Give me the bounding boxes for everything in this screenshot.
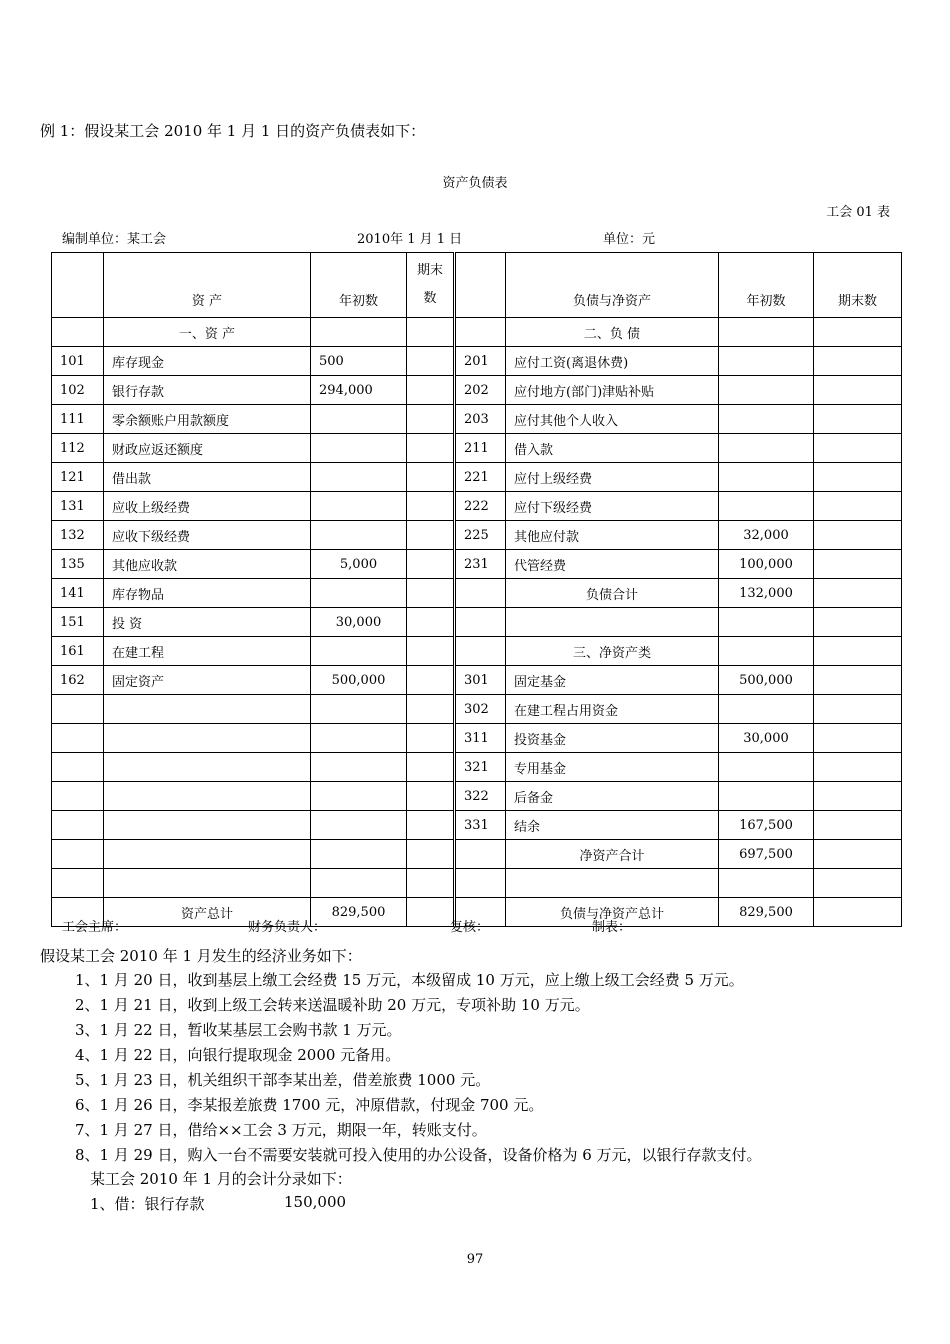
liab-end-cell — [814, 840, 902, 869]
asset-name-cell: 银行存款 — [104, 376, 311, 405]
liab-end-cell — [814, 782, 902, 811]
liab-end-cell — [814, 811, 902, 840]
header-asset-end — [407, 253, 455, 318]
asset-end-cell — [407, 840, 455, 869]
table-row — [52, 376, 902, 405]
asset-begin-cell — [311, 811, 407, 840]
asset-begin-cell: 5,000 — [311, 550, 407, 579]
asset-begin-cell — [311, 782, 407, 811]
business-item: 7、1 月 27 日，借给××工会 3 万元，期限一年，转账支付。 — [75, 1121, 487, 1139]
liab-end-cell — [814, 463, 902, 492]
header-code-cell — [52, 253, 104, 318]
liab-end-cell — [814, 521, 902, 550]
liab-begin-cell — [719, 782, 814, 811]
asset-name-cell: 库存现金 — [104, 347, 311, 376]
liab-begin-cell — [719, 376, 814, 405]
business-intro: 假设某工会 2010 年 1 月发生的经济业务如下： — [40, 947, 362, 965]
entries-intro: 某工会 2010 年 1 月的会计分录如下： — [90, 1170, 352, 1188]
asset-code-cell — [52, 869, 104, 898]
table-row — [52, 811, 902, 840]
liab-begin-cell — [719, 695, 814, 724]
header-liab-begin: 年初数 — [719, 253, 814, 318]
liab-end-cell — [814, 579, 902, 608]
header-code-cell — [455, 253, 506, 318]
liab-begin-cell: 100,000 — [719, 550, 814, 579]
table-row — [52, 637, 902, 666]
asset-end-cell — [407, 811, 455, 840]
asset-begin-cell — [311, 463, 407, 492]
liab-name-cell — [506, 608, 719, 637]
liab-code-cell: 231 — [455, 550, 506, 579]
form-number: 工会 01 表 — [826, 205, 890, 220]
business-item: 5、1 月 23 日，机关组织干部李某出差，借差旅费 1000 元。 — [75, 1071, 491, 1089]
table-row — [52, 724, 902, 753]
asset-name-cell — [104, 840, 311, 869]
asset-begin-cell — [311, 318, 407, 347]
asset-end-cell — [407, 434, 455, 463]
liab-end-cell — [814, 869, 902, 898]
asset-end-cell — [407, 405, 455, 434]
liab-code-cell: 221 — [455, 463, 506, 492]
liab-code-cell: 321 — [455, 753, 506, 782]
liab-begin-cell: 697,500 — [719, 840, 814, 869]
entry-1-label: 1、借：银行存款 — [90, 1195, 205, 1213]
table-row — [52, 492, 902, 521]
table-row — [52, 782, 902, 811]
liab-name-cell: 其他应付款 — [506, 521, 719, 550]
asset-name-cell: 固定资产 — [104, 666, 311, 695]
table-row — [52, 666, 902, 695]
table-row — [52, 405, 902, 434]
liab-code-cell — [455, 840, 506, 869]
liab-code-cell: 302 — [455, 695, 506, 724]
asset-name-cell — [104, 724, 311, 753]
asset-name-cell: 一、资 产 — [104, 318, 311, 347]
header-asset-end-line2: 数 — [423, 291, 437, 306]
page-number: 97 — [466, 1252, 484, 1267]
liab-end-cell — [814, 695, 902, 724]
footer-prepare: 制表： — [592, 920, 632, 935]
asset-code-cell: 111 — [52, 405, 104, 434]
business-item: 1、1 月 20 日，收到基层上缴工会经费 15 万元，本级留成 10 万元，应上缴上级工会经费 5 万元。 — [75, 971, 744, 989]
header-asset-begin: 年初数 — [311, 253, 407, 318]
asset-begin-cell — [311, 434, 407, 463]
asset-code-cell: 151 — [52, 608, 104, 637]
liab-code-cell: 202 — [455, 376, 506, 405]
asset-code-cell: 132 — [52, 521, 104, 550]
liab-name-cell: 负债与净资产总计 — [506, 898, 719, 927]
header-liab: 负债与净资产 — [506, 253, 719, 318]
liab-code-cell: 203 — [455, 405, 506, 434]
business-item: 4、1 月 22 日，向银行提取现金 2000 元备用。 — [75, 1046, 401, 1064]
asset-end-cell — [407, 318, 455, 347]
asset-end-cell — [407, 695, 455, 724]
liab-code-cell: 322 — [455, 782, 506, 811]
liab-name-cell: 应付上级经费 — [506, 463, 719, 492]
business-item: 3、1 月 22 日，暂收某基层工会购书款 1 万元。 — [75, 1021, 402, 1039]
asset-begin-cell: 294,000 — [311, 376, 407, 405]
table-row — [52, 463, 902, 492]
asset-code-cell: 161 — [52, 637, 104, 666]
asset-code-cell: 112 — [52, 434, 104, 463]
asset-name-cell: 其他应收款 — [104, 550, 311, 579]
liab-begin-cell — [719, 434, 814, 463]
liab-code-cell — [455, 579, 506, 608]
liab-end-cell — [814, 724, 902, 753]
liab-end-cell — [814, 405, 902, 434]
asset-end-cell — [407, 898, 455, 927]
asset-begin-cell — [311, 695, 407, 724]
asset-code-cell — [52, 782, 104, 811]
asset-end-cell — [407, 608, 455, 637]
intro-text: 例 1：假设某工会 2010 年 1 月 1 日的资产负债表如下： — [40, 122, 426, 140]
asset-begin-cell: 500 — [311, 347, 407, 376]
table-row — [52, 550, 902, 579]
liab-name-cell: 代管经费 — [506, 550, 719, 579]
asset-end-cell — [407, 492, 455, 521]
asset-end-cell — [407, 666, 455, 695]
liab-end-cell — [814, 550, 902, 579]
asset-begin-cell — [311, 405, 407, 434]
asset-code-cell: 101 — [52, 347, 104, 376]
liab-begin-cell — [719, 463, 814, 492]
table-row — [52, 434, 902, 463]
liab-name-cell: 投资基金 — [506, 724, 719, 753]
liab-begin-cell: 30,000 — [719, 724, 814, 753]
liab-code-cell: 311 — [455, 724, 506, 753]
liab-begin-cell — [719, 637, 814, 666]
table-row — [52, 840, 902, 869]
asset-begin-cell — [311, 492, 407, 521]
asset-code-cell: 162 — [52, 666, 104, 695]
business-item: 2、1 月 21 日，收到上级工会转来送温暖补助 20 万元，专项补助 10 万元。 — [75, 996, 590, 1014]
liab-code-cell: 222 — [455, 492, 506, 521]
asset-code-cell: 135 — [52, 550, 104, 579]
table-row — [52, 753, 902, 782]
liab-end-cell — [814, 492, 902, 521]
liab-name-cell: 应付工资(离退休费) — [506, 347, 719, 376]
asset-begin-cell: 30,000 — [311, 608, 407, 637]
liab-begin-cell: 167,500 — [719, 811, 814, 840]
liab-name-cell: 应付下级经费 — [506, 492, 719, 521]
liab-name-cell: 净资产合计 — [506, 840, 719, 869]
asset-code-cell: 141 — [52, 579, 104, 608]
asset-end-cell — [407, 579, 455, 608]
liab-end-cell — [814, 898, 902, 927]
asset-name-cell: 应收上级经费 — [104, 492, 311, 521]
asset-code-cell — [52, 724, 104, 753]
liab-name-cell: 固定基金 — [506, 666, 719, 695]
liab-name-cell: 后备金 — [506, 782, 719, 811]
asset-end-cell — [407, 782, 455, 811]
asset-end-cell — [407, 347, 455, 376]
asset-begin-cell: 500,000 — [311, 666, 407, 695]
liab-name-cell: 负债合计 — [506, 579, 719, 608]
asset-begin-cell — [311, 579, 407, 608]
liab-end-cell — [814, 608, 902, 637]
asset-code-cell — [52, 318, 104, 347]
liab-name-cell: 专用基金 — [506, 753, 719, 782]
prepared-by: 编制单位：某工会 — [62, 232, 167, 247]
asset-name-cell — [104, 869, 311, 898]
asset-begin-cell — [311, 637, 407, 666]
liab-begin-cell — [719, 869, 814, 898]
liab-code-cell: 301 — [455, 666, 506, 695]
liab-code-cell — [455, 318, 506, 347]
asset-name-cell — [104, 782, 311, 811]
liab-end-cell — [814, 376, 902, 405]
asset-end-cell — [407, 753, 455, 782]
liab-end-cell — [814, 347, 902, 376]
table-row — [52, 869, 902, 898]
currency-unit: 单位：元 — [603, 232, 656, 247]
asset-name-cell — [104, 753, 311, 782]
asset-code-cell: 131 — [52, 492, 104, 521]
asset-code-cell — [52, 840, 104, 869]
business-item: 8、1 月 29 日，购入一台不需要安装就可投入使用的办公设备，设备价格为 6 万元，以银行存款支付。 — [75, 1146, 762, 1164]
liab-code-cell: 225 — [455, 521, 506, 550]
balance-sheet-table — [51, 252, 902, 927]
asset-name-cell: 借出款 — [104, 463, 311, 492]
asset-name-cell: 在建工程 — [104, 637, 311, 666]
liab-begin-cell: 829,500 — [719, 898, 814, 927]
table-row — [52, 608, 902, 637]
asset-begin-cell — [311, 724, 407, 753]
header-liab-end: 期末数 — [814, 253, 902, 318]
liab-end-cell — [814, 318, 902, 347]
asset-code-cell — [52, 695, 104, 724]
table-title: 资产负债表 — [442, 176, 508, 191]
asset-code-cell: 121 — [52, 463, 104, 492]
liab-end-cell — [814, 637, 902, 666]
business-list — [75, 968, 762, 1168]
liab-begin-cell: 132,000 — [719, 579, 814, 608]
asset-begin-cell — [311, 840, 407, 869]
liab-begin-cell: 32,000 — [719, 521, 814, 550]
liab-end-cell — [814, 666, 902, 695]
header-asset: 资 产 — [104, 253, 311, 318]
liab-name-cell: 应付其他个人收入 — [506, 405, 719, 434]
asset-code-cell — [52, 753, 104, 782]
liab-code-cell: 331 — [455, 811, 506, 840]
table-row — [52, 318, 902, 347]
liab-begin-cell — [719, 347, 814, 376]
asset-name-cell — [104, 811, 311, 840]
asset-begin-cell — [311, 869, 407, 898]
asset-name-cell: 零余额账户用款额度 — [104, 405, 311, 434]
liab-name-cell: 应付地方(部门)津贴补贴 — [506, 376, 719, 405]
asset-name-cell: 资产总计 — [104, 898, 311, 927]
asset-name-cell: 财政应返还额度 — [104, 434, 311, 463]
asset-begin-cell — [311, 753, 407, 782]
liab-code-cell — [455, 608, 506, 637]
asset-name-cell: 应收下级经费 — [104, 521, 311, 550]
table-row — [52, 579, 902, 608]
liab-code-cell — [455, 637, 506, 666]
liab-name-cell: 在建工程占用资金 — [506, 695, 719, 724]
report-date: 2010年 1 月 1 日 — [357, 232, 463, 247]
footer-chair: 工会主席： — [62, 920, 128, 935]
liab-begin-cell — [719, 753, 814, 782]
liab-code-cell: 211 — [455, 434, 506, 463]
liab-begin-cell — [719, 608, 814, 637]
liab-code-cell: 201 — [455, 347, 506, 376]
asset-end-cell — [407, 376, 455, 405]
asset-end-cell — [407, 869, 455, 898]
asset-end-cell — [407, 463, 455, 492]
asset-name-cell: 库存物品 — [104, 579, 311, 608]
liab-name-cell: 二、负 债 — [506, 318, 719, 347]
table-header-row — [52, 253, 902, 318]
table-row — [52, 521, 902, 550]
entry-1-amount: 150,000 — [284, 1193, 347, 1211]
liab-code-cell — [455, 869, 506, 898]
liab-end-cell — [814, 753, 902, 782]
liab-name-cell: 三、净资产类 — [506, 637, 719, 666]
header-asset-end-line1: 期末 — [416, 263, 443, 278]
asset-end-cell — [407, 550, 455, 579]
liab-name-cell — [506, 869, 719, 898]
table-row — [52, 695, 902, 724]
asset-end-cell — [407, 724, 455, 753]
asset-begin-cell — [311, 521, 407, 550]
table-row — [52, 347, 902, 376]
liab-begin-cell: 500,000 — [719, 666, 814, 695]
liab-begin-cell — [719, 318, 814, 347]
footer-finance: 财务负责人： — [248, 920, 327, 935]
asset-end-cell — [407, 637, 455, 666]
asset-end-cell — [407, 521, 455, 550]
asset-code-cell — [52, 811, 104, 840]
business-item: 6、1 月 26 日，李某报差旅费 1700 元，冲原借款，付现金 700 元。 — [75, 1096, 544, 1114]
liab-end-cell — [814, 434, 902, 463]
asset-code-cell: 102 — [52, 376, 104, 405]
asset-name-cell — [104, 695, 311, 724]
asset-begin-cell: 829,500 — [311, 898, 407, 927]
footer-review: 复核： — [450, 920, 490, 935]
liab-begin-cell — [719, 405, 814, 434]
asset-name-cell: 投 资 — [104, 608, 311, 637]
liab-name-cell: 结余 — [506, 811, 719, 840]
liab-name-cell: 借入款 — [506, 434, 719, 463]
liab-begin-cell — [719, 492, 814, 521]
